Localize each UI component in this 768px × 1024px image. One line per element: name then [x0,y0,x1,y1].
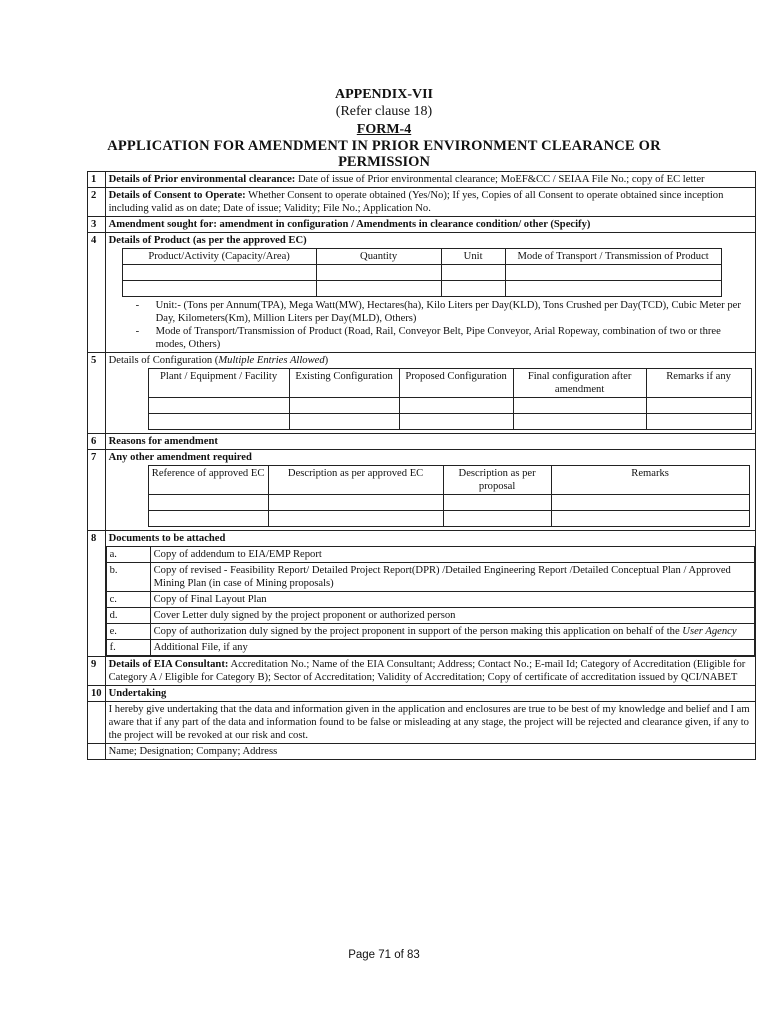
form-number: FORM-4 [356,122,412,137]
row-label: Details of EIA Consultant: [108,659,229,670]
page-number: Page 71 of 83 [348,949,420,961]
table-cell[interactable] [148,398,289,414]
form-row-4 [88,233,756,353]
col-header: Remarks [551,466,749,495]
other-amendment-table [148,465,750,527]
refer-clause: (Refer clause 18) [335,104,433,119]
document-item [106,547,754,563]
col-header: Quantity [316,249,441,265]
item-letter: c. [106,592,150,608]
row-number: 9 [88,657,106,686]
document-item [106,563,754,592]
item-text: Copy of Final Layout Plan [150,592,754,608]
document-item [106,608,754,624]
row-number: 3 [88,217,106,233]
col-header: Mode of Transport / Transmission of Product [505,249,721,265]
note-list [109,299,752,351]
row-content [105,657,755,686]
item-text: Copy of authorization duly signed by the project proponent in support of the person making this application on behalf of the User Agency [150,624,754,640]
row-text: Date of issue of Prior environmental clearance; MoEF&CC / SEIAA File No.; copy of EC letter [295,174,705,185]
document-item [106,624,754,640]
row-content [105,217,755,233]
document-item [106,592,754,608]
product-table [122,248,722,297]
row-content [105,450,755,531]
table-cell[interactable] [505,265,721,281]
row-number: 10 [88,686,106,702]
table-cell[interactable] [399,398,513,414]
row-number: 8 [88,531,106,657]
documents-list [106,546,755,656]
row-label: Reasons for amendment [108,436,218,447]
row-number: 7 [88,450,106,531]
item-letter: f. [106,640,150,656]
item-text: Copy of revised - Feasibility Report/ Detailed Project Report(DPR) /Detailed Engineering Report /Detailed Conceptual Plan / Approved Mining Plan (in case of Mining proposals) [150,563,754,592]
form-title-line1: APPLICATION FOR AMENDMENT IN PRIOR ENVIRONMENT CLEARANCE OR [107,138,661,154]
form-row-7 [88,450,756,531]
table-cell[interactable] [316,281,441,297]
note-item: - Unit:- (Tons per Annum(TPA), Mega Watt(MW), Hectares(ha), Kilo Liters per Day(KLD), Tons Crushed per Day(TCD), Cubic Meter per Day, Kilometers(Km), Million Liters per Day(MLD), Others) [156,299,752,325]
item-letter: a. [106,547,150,563]
row-number: 4 [88,233,106,353]
table-cell[interactable] [551,511,749,527]
table-cell[interactable] [148,495,268,511]
row-label: Amendment sought for: amendment in configuration / Amendments in clearance condition/ other (Specify) [108,219,591,230]
form-row-1 [88,172,756,188]
col-header: Proposed Configuration [399,369,513,398]
row-number: 6 [88,434,106,450]
row-label: Details of Product (as per the approved EC) [108,235,307,246]
table-cell[interactable] [505,281,721,297]
table-cell[interactable] [289,398,399,414]
col-header: Product/Activity (Capacity/Area) [122,249,316,265]
row-number: 2 [88,188,106,217]
undertaking-text-row [88,702,756,744]
form-row-2 [88,188,756,217]
row-text: Whether Consent to operate obtained (Yes/No); If yes, Copies of all Consent to operate obtained since inception including valid as on date; Date of issue; Validity; File No.; Application No. [108,190,724,214]
col-header: Final configuration after amendment [513,369,646,398]
row-number: 5 [88,353,106,434]
item-text: Additional File, if any [150,640,754,656]
row-content [105,172,755,188]
form-row-6 [88,434,756,450]
row-content [105,434,755,450]
form-row-10 [88,686,756,702]
signature-row [88,744,756,760]
form-table [87,171,756,760]
table-cell[interactable] [646,398,751,414]
table-cell[interactable] [443,495,551,511]
col-header: Remarks if any [646,369,751,398]
row-content [105,188,755,217]
table-cell[interactable] [148,511,268,527]
note-item: - Mode of Transport/Transmission of Product (Road, Rail, Conveyor Belt, Pipe Conveyor, Arial Ropeway, combination of two or three modes, Others) [156,325,752,351]
table-cell[interactable] [268,511,443,527]
col-header: Description as per approved EC [268,466,443,495]
table-cell[interactable] [122,265,316,281]
document-item [106,640,754,656]
configuration-table [148,368,752,430]
col-header: Existing Configuration [289,369,399,398]
row-label: Any other amendment required [108,452,252,463]
col-header: Reference of approved EC [148,466,268,495]
form-row-5 [88,353,756,434]
table-cell[interactable] [513,414,646,430]
row-number: 1 [88,172,106,188]
appendix-heading: APPENDIX-VII [335,87,433,102]
row-content [105,531,755,657]
table-cell[interactable] [443,511,551,527]
table-cell[interactable] [441,265,505,281]
row-text: Accreditation No.; Name of the EIA Consultant; Address; Contact No.; E-mail Id; Category of Accreditation (Eligible for Category A / Eligible for Category B); Sector of Accreditation; Validity of Accreditation; Copy of certificate of accreditation issued by QCI/NABET [108,659,746,683]
form-row-9 [88,657,756,686]
row-label: Documents to be attached [108,533,226,544]
table-cell[interactable] [268,495,443,511]
form-title-line2: PERMISSION [338,154,430,170]
form-row-3 [88,217,756,233]
undertaking-text: I hereby give undertaking that the data and information given in the application and enclosures are true to be best of my knowledge and belief and I am aware that if any part of the data and information found to be false or misleading at any stage, the project will be rejected and clearance given, if any to the project will be revoked at our risk and cost. [105,702,755,744]
table-cell[interactable] [441,281,505,297]
table-cell[interactable] [316,265,441,281]
row-label: Details of Prior environmental clearance: [108,174,296,185]
signature-fields[interactable]: Name; Designation; Company; Address [105,744,755,760]
table-cell[interactable] [122,281,316,297]
table-cell[interactable] [551,495,749,511]
table-cell[interactable] [513,398,646,414]
row-label: Details of Configuration (Multiple Entries Allowed) [108,355,329,366]
col-header: Plant / Equipment / Facility [148,369,289,398]
col-header: Description as per proposal [443,466,551,495]
col-header: Unit [441,249,505,265]
row-content [105,353,755,434]
item-text: Cover Letter duly signed by the project proponent or authorized person [150,608,754,624]
item-letter: e. [106,624,150,640]
row-label: Details of Consent to Operate: [108,190,246,201]
item-letter: b. [106,563,150,592]
table-cell[interactable] [646,414,751,430]
table-cell[interactable] [399,414,513,430]
row-content [105,686,755,702]
row-content [105,233,755,353]
table-cell[interactable] [148,414,289,430]
form-row-8 [88,531,756,657]
table-cell[interactable] [289,414,399,430]
item-text: Copy of addendum to EIA/EMP Report [150,547,754,563]
item-letter: d. [106,608,150,624]
row-label: Undertaking [108,688,167,699]
